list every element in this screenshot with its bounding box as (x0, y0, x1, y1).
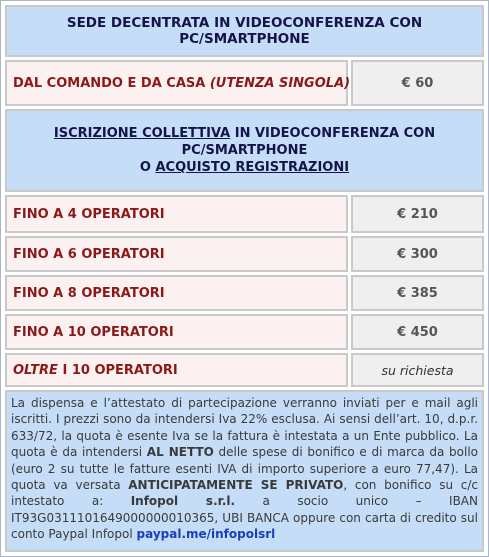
note-bold-advance: ANTICIPATAMENTE SE PRIVATO (128, 478, 344, 493)
tier-price: € 450 (397, 324, 438, 340)
collective-text-1: IN VIDEOCONFERENZA CON (230, 126, 436, 141)
page-title: SEDE DECENTRATA IN VIDEOCONFERENZA CON PC/SMARTPHONE (66, 15, 423, 47)
collective-registration-link[interactable]: ISCRIZIONE COLLETTIVA (53, 126, 231, 141)
collective-cell (5, 109, 484, 192)
tier-price: € 300 (397, 246, 438, 262)
collective-prefix: O (139, 160, 156, 175)
single-label-cell (5, 60, 351, 106)
tier-label-cell (5, 275, 348, 311)
note-bold-company: Infopol s.r.l. (130, 494, 236, 509)
beyond-label (7, 363, 178, 378)
beyond-price: su richiesta (381, 362, 454, 378)
tier-label-cell (5, 236, 348, 272)
single-price-cell (351, 60, 484, 106)
tier-price: € 385 (397, 285, 438, 301)
tier-label: FINO A 4 OPERATORI (13, 206, 165, 222)
recordings-purchase-link[interactable]: ACQUISTO REGISTRAZIONI (155, 160, 350, 175)
paypal-link[interactable]: paypal.me/infopolsrl (136, 527, 276, 542)
collective-text-2: PC/SMARTPHONE (181, 143, 308, 158)
tier-label-cell (5, 195, 348, 233)
header-cell (5, 5, 484, 57)
collective-text (7, 125, 482, 176)
note-text-1: La dispensa e l’attestato di partecipazione verranno inviati per e mail agli iscritti. I prezzi sono da intendersi Iva 22% esclusa. Ai sensi dell’art. 10, d.p.r. 633/72, la quota è esente Iva se la fattura è intestata a un Ente pubblico. La quota è da intendersi (11, 396, 478, 460)
tier-label: FINO A 6 OPERATORI (13, 246, 165, 262)
single-label (7, 76, 350, 91)
note-text-4: a socio unico – IBAN IT93G0311101649000000010365, UBI BANCA oppure con carta di credito sul conto Paypal Infopol (11, 494, 478, 542)
tier-price-cell (351, 236, 484, 272)
beyond-label-cell (5, 353, 348, 387)
note-text-2: delle spese di bonifico e di marca da bollo (euro 2 su tutte le fatture esenti IVA di importo superiore a euro 77,47). La quota va versata (11, 445, 478, 493)
tier-price-cell (351, 314, 484, 350)
single-price: € 60 (401, 75, 434, 91)
beyond-label-italic: OLTRE (13, 362, 58, 378)
tier-label-cell (5, 314, 348, 350)
tier-price-cell (351, 275, 484, 311)
beyond-price-cell (351, 353, 484, 387)
tier-label: FINO A 10 OPERATORI (13, 324, 174, 340)
note-bold-net: AL NETTO (146, 445, 214, 460)
tier-price: € 210 (397, 206, 438, 222)
single-label-text: DAL COMANDO E DA CASA (13, 75, 206, 91)
tier-label: FINO A 8 OPERATORI (13, 285, 165, 301)
note-text-3: , con bonifico su c/c intestato a: (11, 478, 479, 509)
beyond-label-rest: I 10 OPERATORI (57, 362, 178, 378)
single-label-italic: (UTENZA SINGOLA) (209, 75, 351, 91)
payment-notes (5, 390, 484, 552)
tier-price-cell (351, 195, 484, 233)
